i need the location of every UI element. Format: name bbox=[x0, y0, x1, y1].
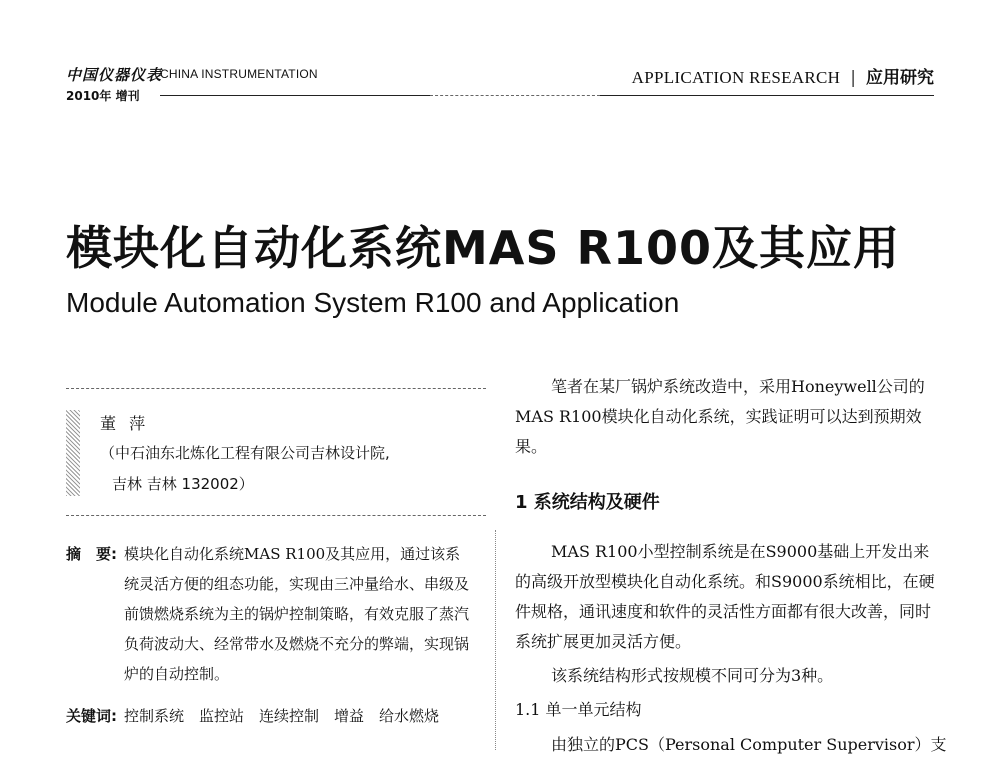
author-affiliation-line2: 吉林 吉林 132002） bbox=[112, 475, 254, 493]
author-box-bottom-rule bbox=[66, 515, 486, 516]
section-separator: | bbox=[850, 68, 856, 88]
abstract-text: 模块化自动化系统MAS R100及其应用，通过该系统灵活方便的组态功能，实现由三冲量给水、串级及前馈燃烧系统为主的锅炉控制策略，有效克服了蒸汽负荷波动大、经常带水及燃烧不充分的弊端，实现锅炉的自动控制。 bbox=[124, 545, 470, 683]
keywords-text: 控制系统 监控站 连续控制 增益 给水燃烧 bbox=[124, 707, 440, 725]
author-name: 董 萍 bbox=[100, 414, 150, 433]
header-rule-left bbox=[160, 95, 430, 96]
body-paragraph-1: 笔者在某厂锅炉系统改造中，采用Honeywell公司的MAS R100模块化自动化系统，实践证明可以达到预期效果。 bbox=[515, 377, 925, 456]
decorative-texture bbox=[66, 410, 80, 496]
author-box-top-rule bbox=[66, 388, 486, 389]
journal-title-en: CHINA INSTRUMENTATION bbox=[160, 67, 318, 81]
page-title: 模块化自动化系统MAS R100及其应用 bbox=[66, 221, 900, 275]
section-label bbox=[632, 63, 934, 88]
body-paragraph-2: MAS R100小型控制系统是在S9000基础上开发出来的高级开放型模块化自动化系统。和S9000系统相比，在硬件规格，通讯速度和软件的灵活性方面都有很大改善，同时系统扩展更加灵活方便。 bbox=[515, 542, 935, 651]
author-affiliation-line1: （中石油东北炼化工程有限公司吉林设计院, bbox=[100, 444, 390, 462]
section-label-cn: 应用研究 bbox=[866, 68, 934, 88]
issue-label: 2010年 增刊 bbox=[66, 89, 140, 103]
keywords-label: 关键词: bbox=[66, 707, 117, 725]
section-heading-1: 1 系统结构及硬件 bbox=[515, 492, 660, 513]
body-paragraph-3: 该系统结构形式按规模不同可分为3种。 bbox=[551, 666, 834, 685]
journal-title-cn: 中国仪器仪表 bbox=[66, 66, 163, 84]
column-divider bbox=[495, 530, 496, 750]
body-paragraph-4: 由独立的PCS（Personal Computer Supervisor）支 bbox=[551, 735, 947, 754]
section-label-en: APPLICATION RESEARCH bbox=[631, 68, 841, 87]
header-rule-dashed bbox=[430, 95, 600, 96]
page-subtitle: Module Automation System R100 and Application bbox=[66, 287, 680, 318]
header-rule-right bbox=[600, 95, 934, 96]
subsection-heading-1-1: 1.1 单一单元结构 bbox=[515, 700, 642, 719]
abstract-label: 摘 要: bbox=[66, 545, 117, 563]
